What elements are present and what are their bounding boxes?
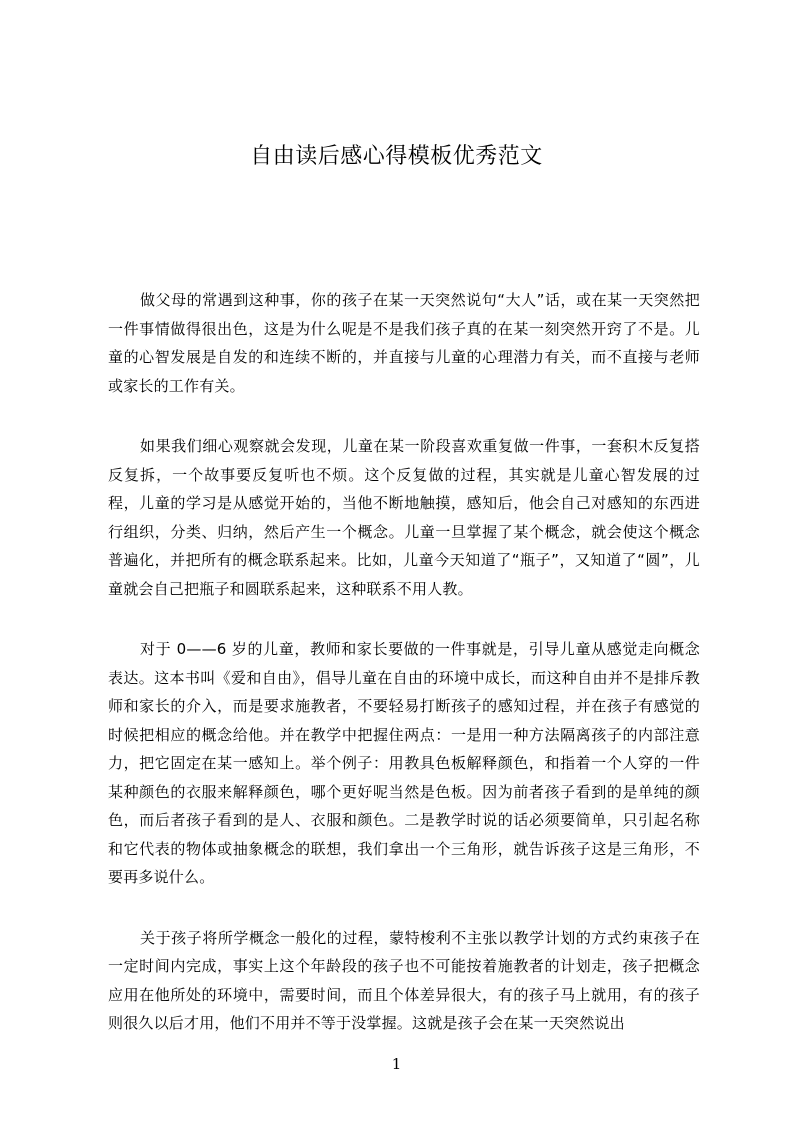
document-title: 自由读后感心得模板优秀范文 <box>250 144 543 169</box>
paragraph-3: 对于 0——6 岁的儿童，教师和家长要做的一件事就是，引导儿童从感觉走向概念表达。这本书叫《爱和自由》，倡导儿童在自由的环境中成长，而这种自由并不是排斥教师和家长的介入，而是要求施教者，不要轻易打断孩子的感知过程，并在孩子有感觉的时候把相应的概念给他。并在教学中把握住两点：一是用一种方法隔离孩子的内部注意力，把它固定在某一感知上。举个例子：用教具色板解释颜色，和指着一个人穿的一件某种颜色的衣服来解释颜色，哪个更好呢当然是色板。因为前者孩子看到的是单纯的颜色，而后者孩子看到的是人、衣服和颜色。二是教学时说的话必须要简单，只引起名称和它代表的物体或抽象概念的联想，我们拿出一个三角形，就告诉孩子这是三角形，不要再多说什么。 <box>108 640 700 886</box>
paragraph-1: 做父母的常遇到这种事，你的孩子在某一天突然说句“大人”话，或在某一天突然把一件事情做得很出色，这是为什么呢是不是我们孩子真的在某一刻突然开窍了不是。儿童的心智发展是自发的和连续不断的，并直接与儿童的心理潜力有关，而不直接与老师或家长的工作有关。 <box>108 291 700 395</box>
document-body <box>108 286 700 1038</box>
page-number: 1 <box>391 1055 402 1073</box>
paragraph-2: 如果我们细心观察就会发现，儿童在某一阶段喜欢重复做一件事，一套积木反复搭反复拆，一个故事要反复听也不烦。这个反复做的过程，其实就是儿童心智发展的过程，儿童的学习是从感觉开始的，当他不断地触摸，感知后，他会自己对感知的东西进行组织，分类、归纳，然后产生一个概念。儿童一旦掌握了某个概念，就会使这个概念普遍化，并把所有的概念联系起来。比如，儿童今天知道了“瓶子”，又知道了“圆”，儿童就会自己把瓶子和圆联系起来，这种联系不用人教。 <box>108 437 700 598</box>
paragraph-4: 关于孩子将所学概念一般化的过程，蒙特梭利不主张以教学计划的方式约束孩子在一定时间内完成，事实上这个年龄段的孩子也不可能按着施教者的计划走，孩子把概念应用在他所处的环境中，需要时间，而且个体差异很大，有的孩子马上就用，有的孩子则很久以后才用，他们不用并不等于没掌握。这就是孩子会在某一天突然说出 <box>108 928 700 1032</box>
